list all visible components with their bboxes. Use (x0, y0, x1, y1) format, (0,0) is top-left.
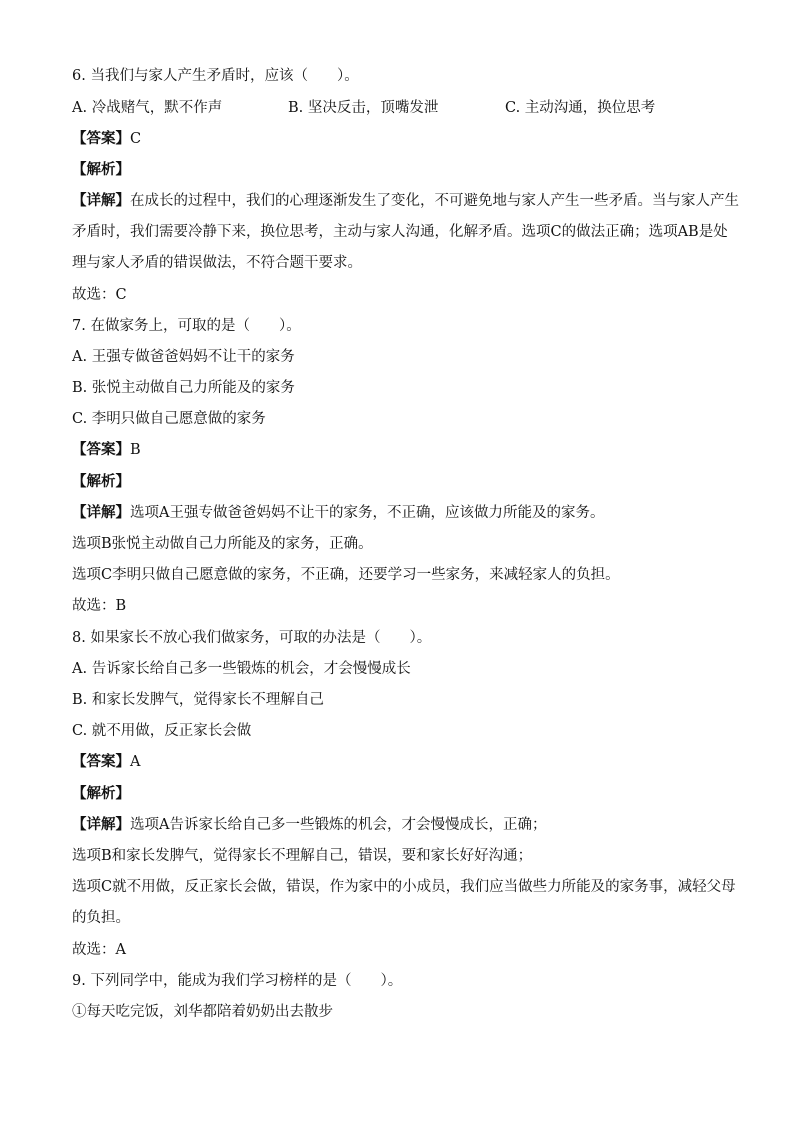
q8-answer (72, 752, 734, 772)
detail-tag: 【详解】 (72, 816, 130, 833)
q8-choice: 故选：A (72, 942, 126, 958)
q7-detail-line-1 (72, 503, 734, 523)
q6-options-row (72, 98, 734, 118)
q6-detail-line-2: 矛盾时，我们需要冷静下来，换位思考，主动与家人沟通，化解矛盾。选项C的做法正确；选项AB是处 (72, 224, 728, 240)
q9-stem: 9. 下列同学中，能成为我们学习榜样的是（ ）。 (72, 973, 403, 989)
q8-detail-line-3: 选项C就不用做，反正家长会做，错误，作为家中的小成员，我们应当做些力所能及的家务事，减轻父母 (72, 879, 736, 895)
q8-detail-line-4: 的负担。 (72, 910, 130, 926)
q7-analysis-tag: 【解析】 (72, 473, 130, 490)
detail-text: 在成长的过程中，我们的心理逐渐发生了变化，不可避免地与家人产生一些矛盾。当与家人产生 (130, 193, 739, 209)
answer-tag: 【答案】 (72, 753, 130, 770)
answer-tag: 【答案】 (72, 130, 130, 147)
q7-stem: 7. 在做家务上，可取的是（ ）。 (72, 318, 301, 334)
q8-option-a: A. 告诉家长给自己多一些锻炼的机会，才会慢慢成长 (72, 661, 411, 677)
q6-answer (72, 129, 734, 149)
q9-item-1: ①每天吃完饭，刘华都陪着奶奶出去散步 (72, 1004, 333, 1020)
q8-detail-line-2: 选项B和家长发脾气，觉得家长不理解自己，错误，要和家长好好沟通； (72, 848, 533, 864)
q7-choice: 故选：B (72, 598, 127, 614)
detail-text: 选项A王强专做爸爸妈妈不让干的家务，不正确，应该做力所能及的家务。 (130, 505, 605, 521)
q6-detail-line-1 (72, 191, 739, 211)
q6-option-c: C. 主动沟通，换位思考 (505, 100, 656, 116)
q6-detail-line-3: 理与家人矛盾的错误做法，不符合题干要求。 (72, 255, 362, 271)
answer-value: A (130, 754, 141, 770)
q8-stem: 8. 如果家长不放心我们做家务，可取的办法是（ ）。 (72, 630, 432, 646)
q6-option-b: B. 坚决反击，顶嘴发泄 (288, 100, 439, 116)
q8-analysis-tag: 【解析】 (72, 785, 130, 802)
q6-option-a: A. 冷战赌气，默不作声 (72, 100, 223, 116)
detail-tag: 【详解】 (72, 504, 130, 521)
q8-detail-line-1 (72, 815, 734, 835)
q7-detail-line-2: 选项B张悦主动做自己力所能及的家务，正确。 (72, 536, 373, 552)
q7-answer (72, 440, 734, 460)
answer-value: C (130, 131, 142, 147)
q6-stem: 6. 当我们与家人产生矛盾时，应该（ ）。 (72, 68, 359, 84)
q8-option-b: B. 和家长发脾气，觉得家长不理解自己 (72, 692, 324, 708)
detail-text: 选项A告诉家长给自己多一些锻炼的机会，才会慢慢成长，正确； (130, 817, 547, 833)
q7-option-b: B. 张悦主动做自己力所能及的家务 (72, 380, 295, 396)
detail-tag: 【详解】 (72, 192, 130, 209)
q8-option-c: C. 就不用做，反正家长会做 (72, 723, 252, 739)
answer-value: B (130, 442, 141, 458)
answer-tag: 【答案】 (72, 441, 130, 458)
q6-analysis-tag: 【解析】 (72, 161, 130, 178)
q7-option-a: A. 王强专做爸爸妈妈不让干的家务 (72, 349, 295, 365)
q6-choice: 故选：C (72, 287, 127, 303)
q7-option-c: C. 李明只做自己愿意做的家务 (72, 411, 266, 427)
q7-detail-line-3: 选项C李明只做自己愿意做的家务，不正确，还要学习一些家务，来减轻家人的负担。 (72, 567, 620, 583)
